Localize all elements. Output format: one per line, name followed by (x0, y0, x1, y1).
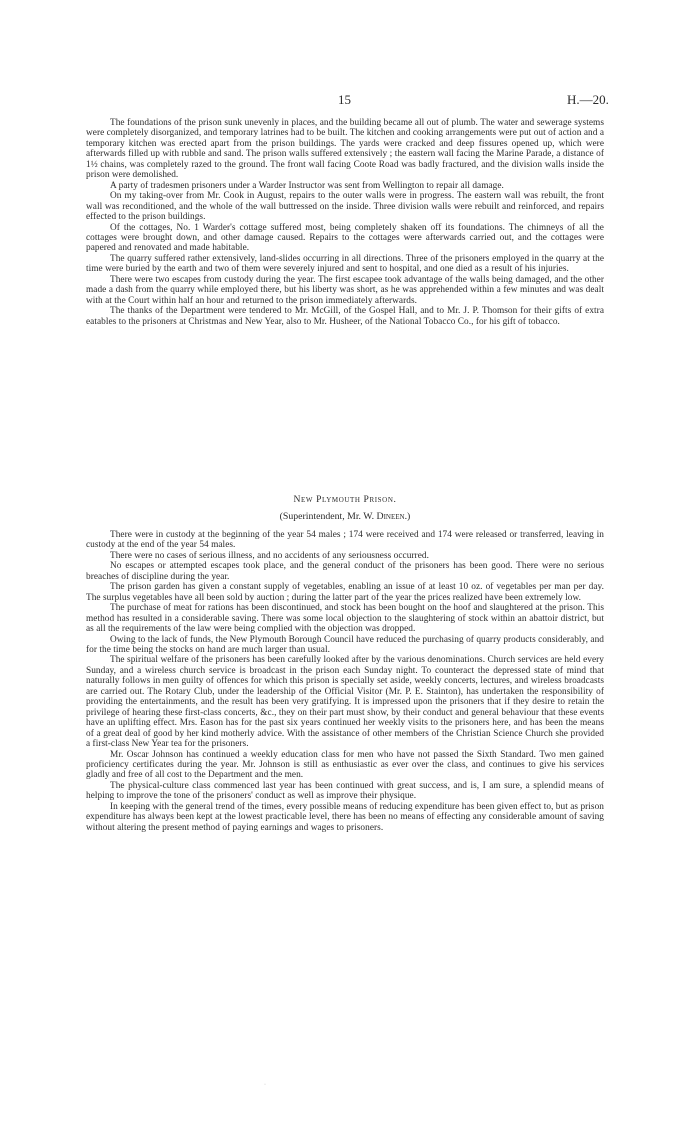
paragraph: The foundations of the prison sunk unevenly in places, and the building became all out of plumb. The water and sewerage systems were completely disorganized, and temporary latrines had to be built. The kitchen and cooking arrangements were put out of action and a temporary kitchen was erected apart from the prison buildings. The yards were cracked and deep fissures opened up, which were afterwards filled up with rubble and sand. The prison walls suffered extensively ; the eastern wall facing the Marine Parade, a distance of 1½ chains, was completely razed to the ground. The front wall facing Coote Road was badly fractured, and the division walls inside the prison were demolished. (86, 118, 604, 181)
paragraph: On my taking-over from Mr. Cook in August, repairs to the outer walls were in progress. The eastern wall was rebuilt, the front wall was reconditioned, and the whole of the wall buttressed on the inside. Three division walls were rebuilt and reinforced, and repairs effected to the prison buildings. (86, 191, 604, 223)
paragraph: No escapes or attempted escapes took place, and the general conduct of the prisoners has been good. There were no serious breaches of discipline during the year. (86, 561, 604, 582)
paragraph: The quarry suffered rather extensively, land-slides occurring in all directions. Three of the prisoners employed in the quarry at the time were buried by the earth and two of them were severely injured and sent to hospital, and one died as a result of his injuries. (86, 253, 604, 275)
paragraph: The spiritual welfare of the prisoners has been carefully looked after by the various denominations. Church services are held every Sunday, and a wireless church service is broadcast in the prison each Sunday night. To counteract the depressed state of mind that naturally follows in men guilty of offences for which this prison is specially set aside, weekly concerts, lectures, and wireless broadcasts are carried out. The Rotary Club, under the leadership of the Official Visitor (Mr. P. E. Stainton), has undertaken the responsibility of providing the entertainments, and the result has been very gratifying. It is impressed upon the prisoners that if they desire to retain the privilege of hearing these first-class concerts, &c., they on their part must show, by their conduct and general behaviour that these events have an uplifting effect. Mrs. Eason has for the past six years continued her weekly visits to the prisoners here, and has been the means of a great deal of good by her kind motherly advice. With the assistance of other members of the Christian Science Church she provided a first-class New Year tea for the prisoners. (86, 655, 604, 750)
section-earthquake-damage (86, 118, 604, 327)
page-header (0, 92, 700, 108)
section-title: New Plymouth Prison. (293, 494, 397, 505)
paragraph: The purchase of meat for rations has been discontinued, and stock has been bought on the hoof and slaughtered at the prison. This method has resulted in a considerable saving. There was some local objection to the slaughtering of stock within an abattoir district, but as all the requirements of the law were being complied with the objection was dropped. (86, 603, 604, 635)
section-new-plymouth-prison (86, 494, 604, 833)
subtitle-prefix: (Superintendent, Mr. W. (279, 511, 377, 522)
paragraph: Mr. Oscar Johnson has continued a weekly education class for men who have not passed the Sixth Standard. Two men gained proficiency certificates during the year. Mr. Johnson is still as enthusiastic as ever over the class, and continues to give his services gladly and free of all cost to the Department and the men. (86, 749, 604, 781)
paragraph: In keeping with the general trend of the times, every possible means of reducing expenditure has been given effect to, but as prison expenditure has always been kept at the lowest practicable level, there has been no means of effecting any considerable amount of saving without altering the present method of paying earnings and wages to prisoners. (86, 801, 604, 833)
page-number: 15 (338, 92, 351, 107)
paragraph: Owing to the lack of funds, the New Plymouth Borough Council have reduced the purchasing of quarry products considerably, and for the time being the stocks on hand are much larger than usual. (86, 634, 604, 655)
paragraph: The physical-culture class commenced last year has been continued with great success, and is, I am sure, a splendid means of helping to improve the tone of the prisoners' conduct as well as improve their physique. (86, 780, 604, 802)
paragraph: The prison garden has given a constant supply of vegetables, enabling an issue of at least 10 oz. of vegetables per man per day. The surplus vegetables have all been sold by auction ; during the latter part of the year the prices realized have been extremely low. (86, 582, 604, 603)
page-footer-mark: · (264, 1082, 266, 1088)
paragraph: Of the cottages, No. 1 Warder's cottage suffered most, being completely shaken off its foundations. The chimneys of all the cottages were brought down, and other damage caused. Repairs to the cottages were afterwards carried out, and the cottages were papered and renovated and made habitable. (86, 222, 604, 254)
paragraph: There were no cases of serious illness, and no accidents of any seriousness occurred. (110, 550, 429, 561)
superintendent-name: Dineen (376, 511, 405, 522)
section-subtitle (86, 511, 604, 522)
paragraph: There were two escapes from custody during the year. The first escapee took advantage of the walls being damaged, and the other made a dash from the quarry while employed there, but his liberty was short, as he was apprehended within a few minutes and was dealt with at the Court within half an hour and returned to the prison immediately afterwards. (86, 274, 604, 306)
paragraph: The thanks of the Department were tendered to Mr. McGill, of the Gospel Hall, and to Mr. J. P. Thomson for their gifts of extra eatables to the prisoners at Christmas and New Year, also to Mr. Husheer, of the National Tobacco Co., for his gift of tobacco. (86, 306, 604, 327)
paragraph: There were in custody at the beginning of the year 54 males ; 174 were received and 174 were released or transferred, leaving in custody at the end of the year 54 males. (86, 530, 604, 551)
document-reference: H.—20. (567, 92, 609, 107)
subtitle-suffix: .) (404, 511, 411, 522)
paragraph: A party of tradesmen prisoners under a Warder Instructor was sent from Wellington to repair all damage. (110, 180, 504, 191)
